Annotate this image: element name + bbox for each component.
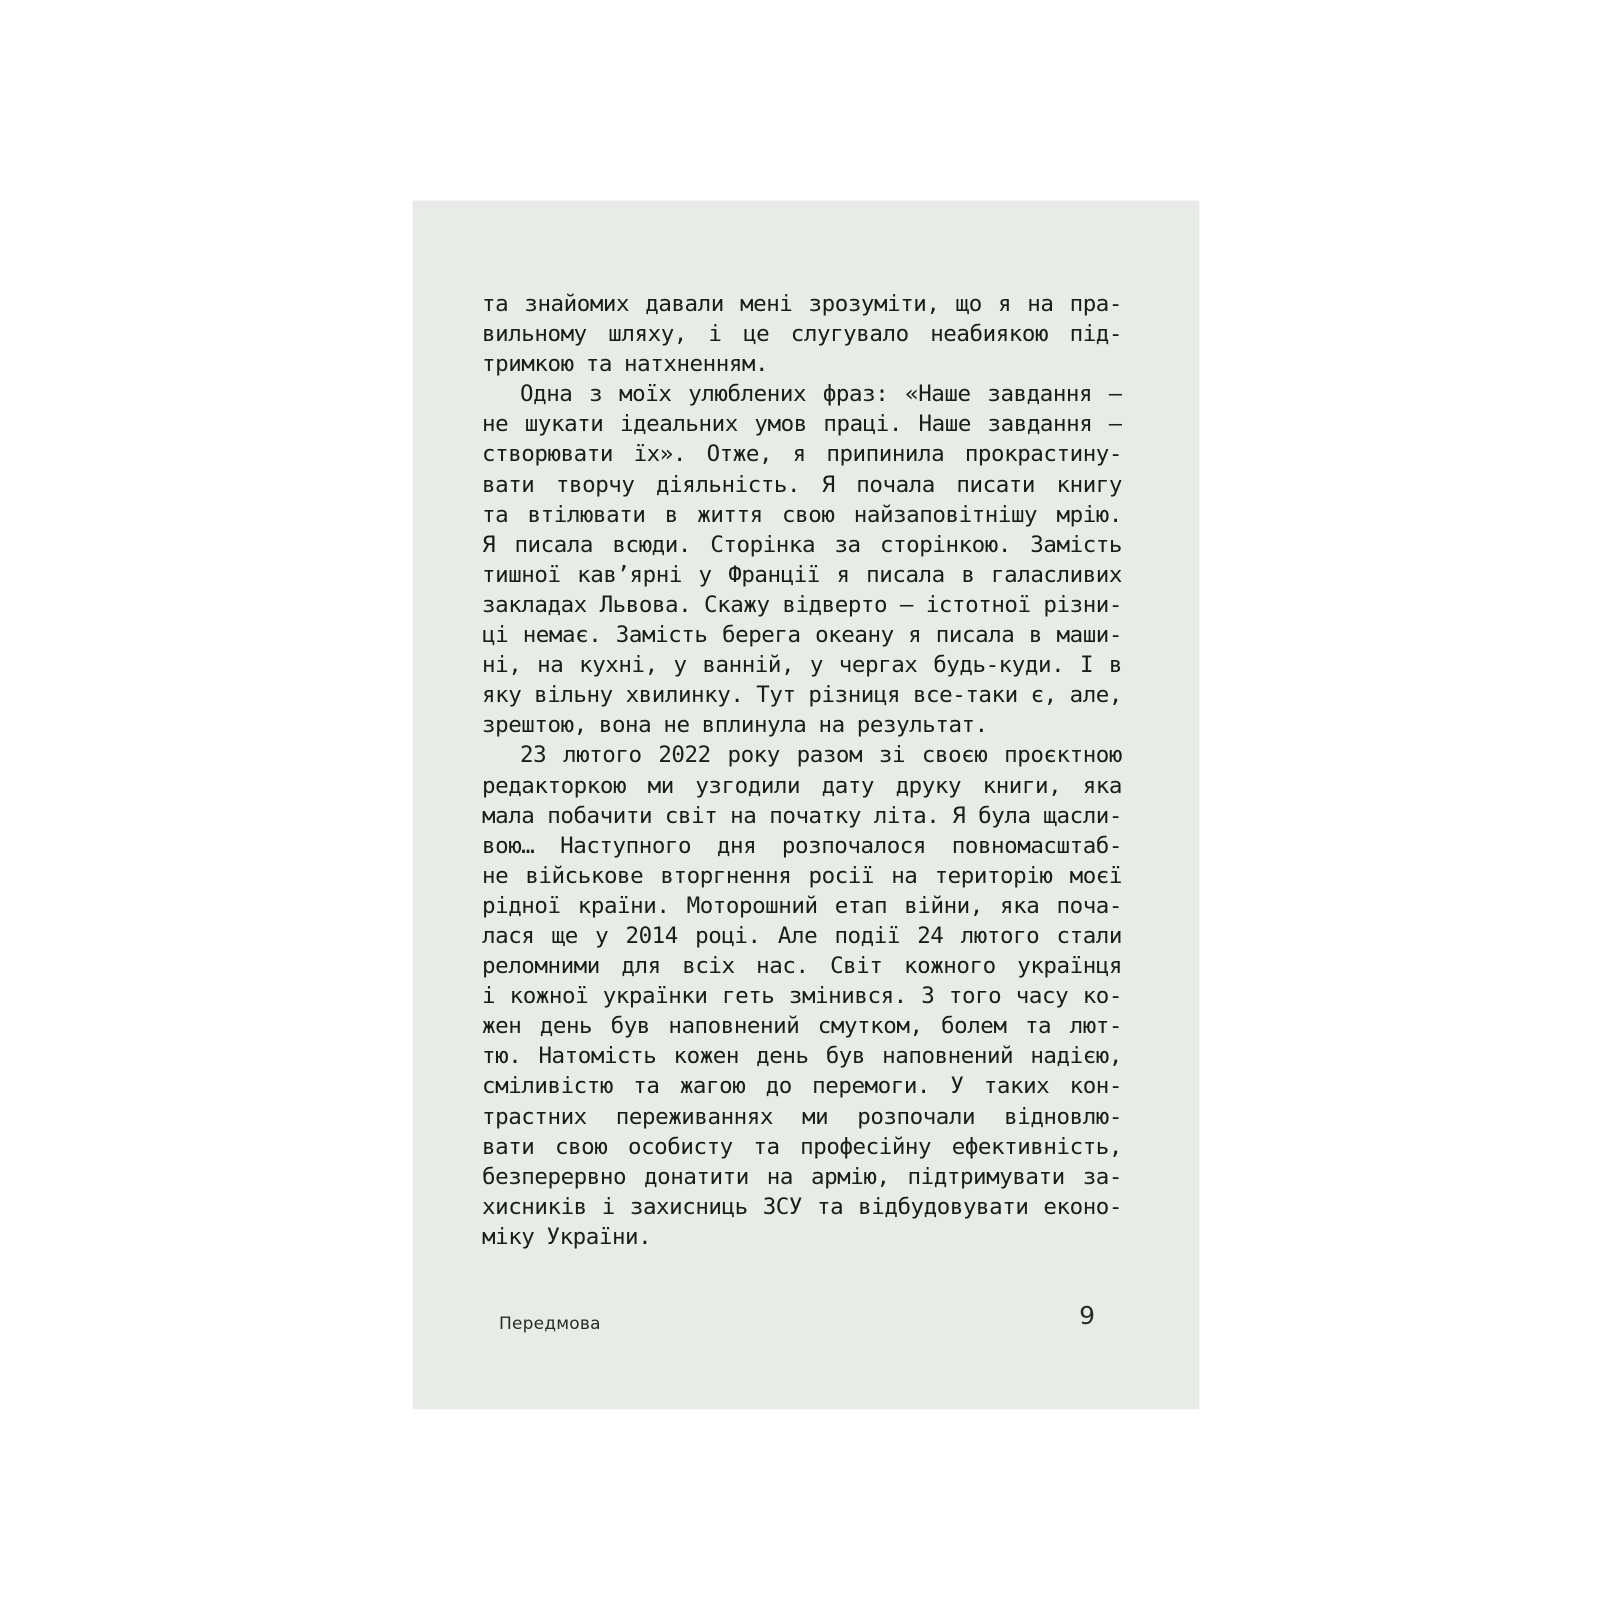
text-line: міку України. [482,1223,652,1250]
body-text [482,289,1122,1252]
text-line: та втілювати в життя свою найзаповітнішу мрію. [482,501,1122,528]
text-line: ні, на кухні, у ванній, у чергах будь-куди. І в [482,652,1122,679]
text-line: тримкою та натхненням. [482,351,769,378]
text-line: і кожної українки геть змінився. З того часу ко- [482,983,1122,1010]
text-line: рідної країни. Моторошний етап війни, яка поча- [482,892,1122,919]
text-line: безперервно донатити на армію, підтримувати за- [482,1163,1122,1190]
text-line: тю. Натомість кожен день був наповнений надією, [482,1043,1122,1070]
text-line: трастних переживаннях ми розпочали відновлю- [482,1103,1122,1130]
text-line: яку вільну хвилинку. Тут різниця все-таки є, але, [482,682,1122,709]
text-line: мала побачити світ на початку літа. Я була щасли- [482,802,1122,829]
text-line: реломними для всіх нас. Світ кожного українця [482,953,1122,980]
text-line: вати творчу діяльність. Я почала писати книгу [482,471,1122,498]
text-line: редакторкою ми узгодили дату друку книги, яка [482,772,1122,799]
book-page [413,201,1199,1409]
text-line: ці немає. Замість берега океану я писала в маши- [482,622,1122,649]
running-footer-section: Передмова [499,1314,601,1334]
text-line: сміливістю та жагою до перемоги. У таких кон- [482,1073,1122,1100]
text-line: жен день був наповнений смутком, болем та лют- [482,1013,1122,1040]
text-line: лася ще у 2014 році. Але події 24 лютого стали [482,922,1122,949]
text-line: та знайомих давали мені зрозуміти, що я на пра- [482,291,1122,317]
text-line: 23 лютого 2022 року разом зі своєю проєктною [520,742,1122,769]
text-line: вильному шляху, і це слугувало неабиякою під- [482,321,1122,348]
text-line: не військове вторгнення росії на територію моєї [482,862,1122,889]
text-line: Я писала всюди. Сторінка за сторінкою. Замість [482,531,1122,558]
text-line: вою… Наступного дня розпочалося повномасштаб- [482,832,1122,859]
text-line: закладах Львова. Скажу відверто — істотної різни- [482,591,1122,618]
page-number: 9 [1079,1301,1095,1330]
text-line: тишної кав’ярні у Франції я писала в галасливих [482,561,1122,588]
text-line: створювати їх». Отже, я припинила прокрастину- [482,441,1122,468]
text-line: зрештою, вона не вплинула на результат. [482,712,988,739]
text-line: Одна з моїх улюблених фраз: «Наше завдання — [520,381,1122,408]
text-line: не шукати ідеальних умов праці. Наше завдання — [482,411,1122,438]
text-line: вати свою особисту та професійну ефективність, [482,1133,1122,1160]
text-line: хисників і захисниць ЗСУ та відбудовувати еконо- [482,1193,1122,1220]
